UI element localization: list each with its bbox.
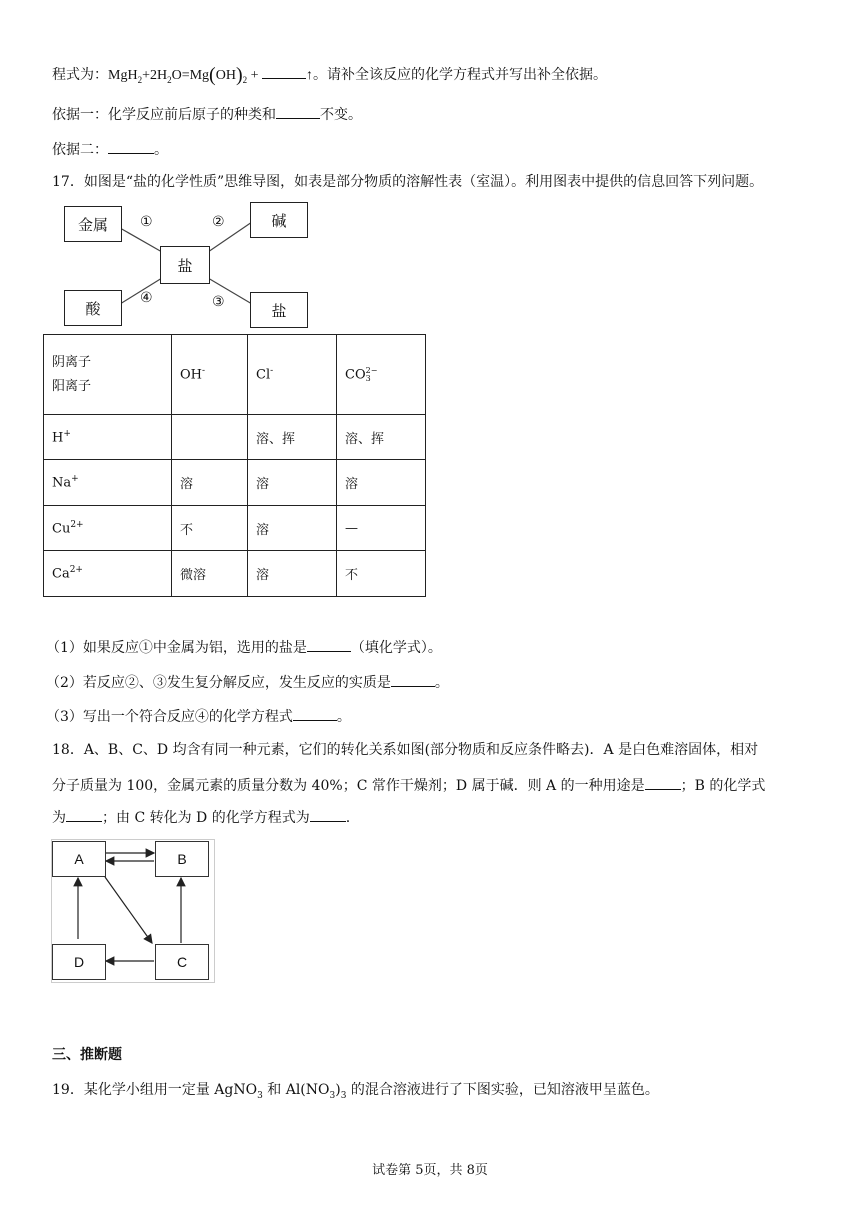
cell-oh	[172, 415, 248, 460]
header-oh-text: OH	[180, 367, 202, 383]
cell-oh: 微溶	[172, 551, 248, 597]
answer-blank[interactable]	[293, 706, 337, 721]
header-cl-text: Cl	[256, 367, 271, 383]
eq-mgh: MgH	[108, 68, 138, 83]
eq-rparen: )	[235, 64, 243, 86]
sub-question-2	[46, 672, 449, 693]
eq-h2o: +2H	[142, 68, 168, 83]
sub-question-1	[46, 637, 442, 658]
answer-blank[interactable]	[262, 64, 306, 79]
question-18-text: 为	[52, 810, 66, 826]
question-17	[52, 172, 763, 192]
cell-cl: 溶	[248, 551, 337, 597]
table-row	[44, 551, 426, 597]
equation-line	[52, 64, 607, 90]
cell-cl: 溶	[248, 460, 337, 506]
header-cation: 阳离子	[52, 378, 92, 394]
header-cl	[248, 335, 337, 415]
eq-lparen: (	[209, 64, 216, 86]
table-row	[44, 506, 426, 551]
sub-question-3-text: （3）写出一个符合反应④的化学方程式	[46, 709, 293, 725]
basis-two-text: 依据二：	[52, 142, 108, 158]
header-corner-cell	[44, 335, 172, 415]
ion-symbol: H	[52, 430, 64, 446]
question-19-text: 的混合溶液进行了下图实验，已知溶液甲呈蓝色。	[346, 1082, 659, 1098]
cell-cl: 溶	[248, 506, 337, 551]
answer-blank[interactable]	[307, 637, 351, 652]
header-co3-charge	[366, 367, 378, 383]
cell-co3: 溶	[337, 460, 426, 506]
table-header-row	[44, 335, 426, 415]
chemical-equation	[108, 64, 314, 86]
header-oh	[172, 335, 248, 415]
cell-co3: 不	[337, 551, 426, 597]
cell-co3: 溶、挥	[337, 415, 426, 460]
mind-map-salt-center: 盐	[160, 246, 210, 284]
reaction-number-1: ①	[140, 214, 153, 230]
sub-question-1-suffix: （填化学式）。	[350, 640, 442, 656]
header-co3-sub: 3	[365, 373, 371, 383]
formula-sub: 3	[329, 1090, 336, 1101]
answer-blank[interactable]	[276, 104, 320, 119]
sub-question-3	[46, 706, 351, 727]
header-co3-sup: 2−	[365, 365, 378, 375]
answer-blank[interactable]	[391, 672, 435, 687]
question-17-text: 17．如图是“盐的化学性质”思维导图，如表是部分物质的溶解性表（室温）。利用图表中提供的信息回答下列问题。	[52, 174, 764, 190]
question-19-text: 和 Al(NO	[262, 1082, 330, 1098]
ion-symbol: Na	[52, 475, 72, 491]
question-18-text: ；B 的化学式	[680, 778, 766, 794]
table-row	[44, 415, 426, 460]
mind-map-salt: 盐	[250, 292, 308, 328]
answer-blank[interactable]	[108, 139, 154, 154]
basis-two	[52, 139, 168, 160]
ion-symbol: Ca	[52, 566, 70, 582]
mind-map-base: 碱	[250, 202, 308, 238]
row-ion	[44, 415, 172, 460]
cell-oh: 不	[172, 506, 248, 551]
header-co3	[337, 335, 426, 415]
row-ion	[44, 460, 172, 506]
question-18-text: ；由 C 转化为 D 的化学方程式为	[102, 810, 310, 826]
question-18-text: .	[345, 810, 351, 826]
eq-plus: +	[247, 68, 263, 83]
eq-sub: 2	[242, 74, 248, 85]
equation-prefix: 程式为：	[52, 67, 108, 83]
transformation-diagram	[51, 839, 215, 983]
eq-mg: O=Mg	[171, 68, 210, 83]
eq-sub: 2	[137, 74, 143, 85]
ion-charge: +	[63, 428, 71, 439]
mind-map-acid: 酸	[64, 290, 122, 326]
ion-charge: 2+	[69, 565, 83, 576]
ion-charge: 2+	[70, 519, 84, 530]
node-b: B	[155, 841, 209, 877]
eq-sub: 2	[167, 74, 172, 85]
question-18-text: 分子质量为 100，金属元素的质量分数为 40%；C 常作干燥剂；D 属于碱．则 A 的一种用途是	[52, 778, 645, 794]
question-18-text: 18．A、B、C、D 均含有同一种元素，它们的转化关系如图(部分物质和反应条件略去)．A 是白色难溶固体，相对	[52, 742, 759, 758]
sub-question-3-suffix: 。	[336, 709, 351, 725]
cell-oh: 溶	[172, 460, 248, 506]
reaction-number-2: ②	[212, 214, 225, 230]
basis-one	[52, 104, 362, 125]
node-a: A	[52, 841, 106, 877]
question-19-text: 19．某化学小组用一定量 AgNO	[52, 1082, 258, 1098]
question-19	[52, 1080, 659, 1106]
cell-co3: —	[337, 506, 426, 551]
page-footer: 试卷第 5页，共 8页	[372, 1163, 488, 1178]
formula-sub: 3	[257, 1090, 263, 1101]
section-heading: 三、推断题	[52, 1047, 122, 1063]
sub-question-2-suffix: 。	[434, 675, 449, 691]
answer-blank[interactable]	[645, 775, 681, 790]
header-anion: 阴离子	[52, 354, 92, 370]
question-18-line-2	[52, 775, 765, 796]
row-ion	[44, 506, 172, 551]
answer-blank[interactable]	[66, 807, 102, 822]
solubility-table	[43, 334, 426, 597]
cell-cl: 溶、挥	[248, 415, 337, 460]
reaction-number-3: ③	[212, 294, 225, 310]
header-cl-sup: -	[270, 366, 274, 377]
ion-symbol: Cu	[52, 521, 71, 537]
header-oh-sup: -	[202, 366, 206, 377]
basis-one-text: 依据一：化学反应前后原子的种类和	[52, 107, 276, 123]
table-row	[44, 460, 426, 506]
node-d: D	[52, 944, 106, 980]
mind-map-metal: 金属	[64, 206, 122, 242]
sub-question-2-text: （2）若反应②、③发生复分解反应，发生反应的实质是	[46, 675, 391, 691]
row-ion	[44, 551, 172, 597]
question-18-line-1	[52, 740, 758, 760]
question-18-line-3	[52, 807, 350, 828]
answer-blank[interactable]	[310, 807, 346, 822]
salt-mind-map	[60, 200, 320, 330]
equation-suffix: 。请补全该反应的化学方程式并写出补全依据。	[313, 67, 608, 83]
eq-oh: OH	[215, 68, 236, 83]
gas-arrow-icon: ↑	[306, 68, 314, 83]
ion-charge: +	[71, 474, 79, 485]
basis-two-suffix: 。	[154, 142, 168, 158]
reaction-number-4: ④	[140, 290, 153, 306]
formula-sub: 3	[340, 1090, 347, 1101]
header-co3-text: CO	[345, 367, 366, 382]
sub-question-1-text: （1）如果反应①中金属为铝，选用的盐是	[46, 640, 307, 656]
question-19-text: )	[335, 1082, 341, 1098]
node-c: C	[155, 944, 209, 980]
basis-one-suffix: 不变。	[320, 107, 362, 123]
